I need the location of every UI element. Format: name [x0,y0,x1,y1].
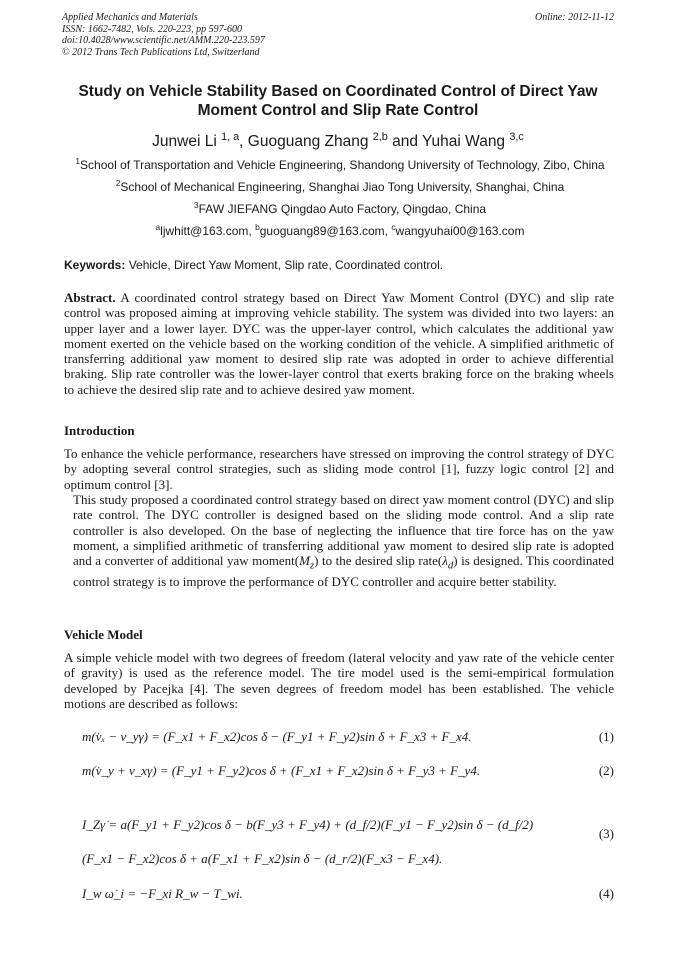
math-subscript: d [447,559,454,572]
equation-number: (2) [598,763,614,778]
math-symbol: M [299,553,310,569]
equation-3: I_Zγ̇ = a(F_y1 + F_y2)cos δ − b(F_y3 + F_y4) + (d_f/2)(F_y1 − F_y2)sin δ − (d_f/2)(F_x1 − F_x2)cos δ + a(F_x1 + F_x2)sin δ − (d_r/2)(F_x3 − F_x4). [82,817,534,866]
affiliation [40,200,640,216]
affiliation [40,156,640,172]
affiliation-mark: 1 [75,156,81,166]
author-separator: and [387,133,423,151]
section-heading-vehicle-model: Vehicle Model [64,627,143,642]
affiliation [40,178,640,194]
author-name: Yuhai Wang [422,133,506,151]
journal-copyright: © 2012 Trans Tech Publications Ltd, Switzerland [62,46,260,58]
intro-text: ) is designed. This coordinated control strategy is to improve the performance of DYC controller and acquire better stability. [73,553,614,590]
journal-issn: ISSN: 1662-7482, Vols. 220-223, pp 597-600 [62,23,242,35]
keywords [64,258,616,272]
section-heading-introduction: Introduction [64,423,135,438]
online-date: Online: 2012-11-12 [535,12,614,23]
equation-number: (4) [598,886,614,901]
abstract-text: A coordinated control strategy based on Direct Yaw Moment Control (DYC) and slip rate control was proposed aiming at improving vehicle stability. The system was divided into two layers: an upper layer and a lower layer. DYC was the upper-layer control, which calculates the additional yaw moment exerted on the vehicle based on the working condition of the vehicle. A simplified arithmetic of transferring additional yaw moment to desired slip rate was adopted in order to achieve differential braking. Slip rate controller was the lower-layer control that exerts braking force on the braking wheels to achieve the desired slip rate and to achieve desired yaw moment. [64,290,614,397]
equation-number: (1) [598,729,614,744]
affiliation-mark: 3 [193,200,199,210]
math-symbol: λ [442,553,448,569]
affiliation-text: FAW JIEFANG Qingdao Auto Factory, Qingdao, China [198,202,487,216]
abstract [64,290,614,397]
equation-4: I_w ω̇_i = −F_xi R_w − T_wi. [82,886,243,901]
author-list [62,131,614,151]
author-affil-mark: 1, a [221,131,240,143]
intro-paragraph-1: To enhance the vehicle performance, researchers have stressed on improving the control strategy of DYC by adopting several control strategies, such as sliding mode control [1], fuzzy logic control [2] and optimum control [3]. [64,446,614,492]
journal-header [62,12,614,58]
title-line-1: Study on Vehicle Stability Based on Coordinated Control of Direct Yaw [78,83,598,100]
author-affil-mark: 3,c [509,131,524,143]
intro-paragraph-2 [64,492,614,589]
title-line-2: Moment Control and Slip Rate Control [197,102,479,119]
affiliation-text: School of Mechanical Engineering, Shanghai Jiao Tong University, Shanghai, China [120,180,565,194]
intro-text: ) to the desired slip rate( [314,553,443,569]
vehicle-model-paragraph: A simple vehicle model with two degrees of freedom (lateral velocity and yaw rate of the vehicle center of gravity) is used as the reference model. The tire model used is the semi-empirical formulation developed by Pacejka [4]. The seven degrees of freedom model has been established. The vehicle motions are described as follows: [64,650,614,711]
author-separator: , [239,133,248,151]
math-subscript: z [309,559,315,572]
author-name: Junwei Li [152,133,217,151]
equation-1: m(v̇ₓ − v_yγ) = (F_x1 + F_x2)cos δ − (F_y1 + F_y2)sin δ + F_x3 + F_x4. [82,729,472,744]
keywords-text: Vehicle, Direct Yaw Moment, Slip rate, Coordinated control. [125,258,444,272]
email-mark: b [255,222,260,232]
email-mark: a [155,222,161,232]
email-link[interactable]: wangyuhai00@163.com [395,224,525,238]
affiliation-mark: 2 [115,178,121,188]
journal-doi: doi:10.4028/www.scientific.net/AMM.220-223.597 [62,35,265,46]
affiliation-text: School of Transportation and Vehicle Engineering, Shandong University of Technology, Zibo, China [80,158,605,172]
intro-text: This study proposed a coordinated control strategy based on direct yaw moment control (DYC) and slip rate control. The DYC controller is designed based on the sliding mode control. And a slip rate controller is also developed. On the base of neglecting the influence that tire force has on the yaw moment, a simplified arithmetic of transferring additional yaw moment to desired slip rate is adopted and a converter of additional yaw moment( [73,492,614,569]
keywords-label: Keywords: [64,258,126,272]
equation-2: m(v̇_y + v_xγ) = (F_y1 + F_y2)cos δ + (F_x1 + F_x2)sin δ + F_y3 + F_y4. [82,763,481,778]
email-link[interactable]: ljwhitt@163.com, [160,224,256,238]
author-emails [40,222,640,238]
journal-name: Applied Mechanics and Materials [62,12,198,23]
abstract-label: Abstract. [64,290,116,305]
paper-title [62,82,614,120]
email-link[interactable]: guoguang89@163.com, [259,224,392,238]
email-mark: c [391,222,396,232]
author-affil-mark: 2,b [372,131,388,143]
equation-number: (3) [598,826,614,841]
author-name: Guoguang Zhang [247,133,369,151]
